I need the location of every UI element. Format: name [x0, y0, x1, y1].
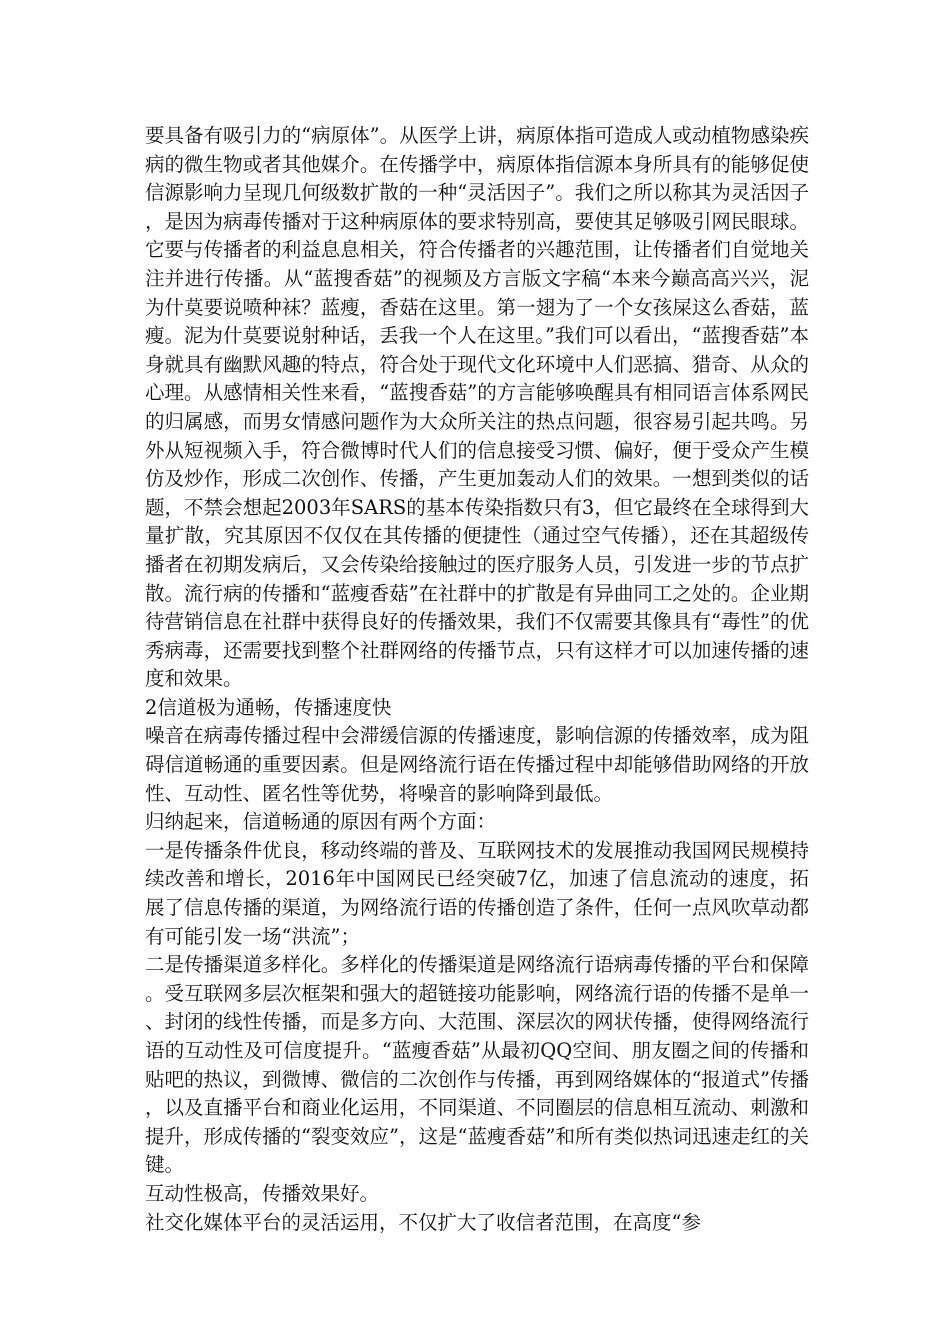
- paragraph-noise: 噪音在病毒传播过程中会滞缓信源的传播速度，影响信源的传播效率，成为阻碍信道畅通的重要因素。但是网络流行语在传播过程中却能够借助网络的开放性、互动性、匿名性等优势，将噪音的影响降到最低。: [145, 724, 809, 805]
- section-heading-interaction: 互动性极高，传播效果好。: [145, 1181, 380, 1205]
- paragraph-summary-intro: 归纳起来，信道畅通的原因有两个方面：: [145, 810, 497, 834]
- document-page: [145, 122, 809, 1237]
- section-heading-channel: 2信道极为通畅，传播速度快: [145, 695, 392, 719]
- paragraph-reason-two: 二是传播渠道多样化。多样化的传播渠道是网络流行语病毒传播的平台和保障。受互联网多层次框架和强大的超链接功能影响，网络流行语的传播不是单一、封闭的线性传播，而是多方向、大范围、深层次的网状传播，使得网络流行语的互动性及可信度提升。“蓝瘦香菇”从最初QQ空间、朋友圈之间的传播和贴吧的热议，到微博、微信的二次创作与传播，再到网络媒体的“报道式”传播，以及直播平台和商业化运用，不同渠道、不同圈层的信息相互流动、刺激和提升，形成传播的“裂变效应”，这是“蓝瘦香菇”和所有类似热词迅速走红的关键。: [145, 953, 809, 1177]
- paragraph-pathogen: 要具备有吸引力的“病原体”。从医学上讲，病原体指可造成人或动植物感染疾病的微生物或者其他媒介。在传播学中，病原体指信源本身所具有的能够促使信源影响力呈现几何级数扩散的一种“灵活因子”。我们之所以称其为灵活因子，是因为病毒传播对于这种病原体的要求特别高，要使其足够吸引网民眼球。它要与传播者的利益息息相关，符合传播者的兴趣范围，让传播者们自觉地关注并进行传播。从“蓝搜香菇”的视频及方言版文字稿“本来今巅高高兴兴，泥为什莫要说喷种袜？蓝瘦，香菇在这里。第一翅为了一个女孩屎这么香菇，蓝瘦。泥为什莫要说射种话，丢我一个人在这里。”我们可以看出，“蓝搜香菇”本身就具有幽默风趣的特点，符合处于现代文化环境中人们恶搞、猎奇、从众的心理。从感情相关性来看，“蓝搜香菇”的方言能够唤醒具有相同语言体系网民的归属感，而男女情感问题作为大众所关注的热点问题，很容易引起共鸣。另外从短视频入手，符合微博时代人们的信息接受习惯、偏好，便于受众产生模仿及炒作，形成二次创作、传播，产生更加轰动人们的效果。一想到类似的话题，不禁会想起2003年SARS的基本传染指数只有3，但它最终在全球得到大量扩散，究其原因不仅仅在其传播的便捷性（通过空气传播），还在其超级传播者在初期发病后，又会传染给接触过的医疗服务人员，引发进一步的节点扩散。流行病的传播和“蓝瘦香菇”在社群中的扩散是有异曲同工之处的。企业期待营销信息在社群中获得良好的传播效果，我们不仅需要其像具有“毒性”的优秀病毒，还需要找到整个社群网络的传播节点，只有这样才可以加速传播的速度和效果。: [145, 124, 809, 691]
- paragraph-reason-one: 一是传播条件优良，移动终端的普及、互联网技术的发展推动我国网民规模持续改善和增长，2016年中国网民已经突破7亿，加速了信息流动的速度，拓展了信息传播的渠道，为网络流行语的传播创造了条件，任何一点风吹草动都有可能引发一场“洪流”；: [145, 838, 809, 948]
- paragraph-social-media: 社交化媒体平台的灵活运用，不仅扩大了收信者范围，在高度“参: [145, 1210, 701, 1234]
